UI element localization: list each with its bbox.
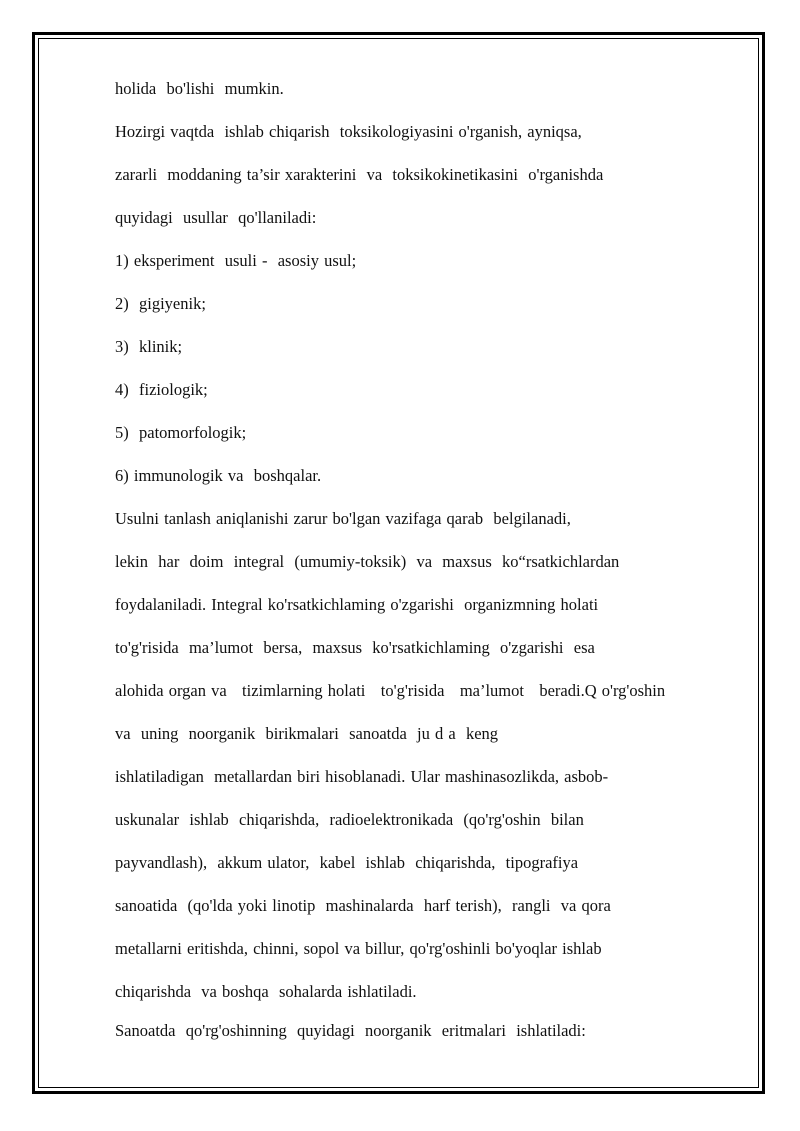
text-line: Sanoatda qo'rg'oshinning quyidagi noorganik eritmalari ishlatiladi: <box>115 1021 586 1040</box>
list-item: 4) fiziologik; <box>115 380 208 399</box>
text-line: sanoatida (qo'lda yoki linotip mashinalarda harf terish), rangli va qora <box>115 896 611 915</box>
text-line: chiqarishda va boshqa sohalarda ishlatiladi. <box>115 982 417 1001</box>
text-line: foydalaniladi. Integral ko'rsatkichlaming o'zgarishi organizmning holati <box>115 595 599 614</box>
document-body <box>115 76 735 1061</box>
text-line: holida bo'lishi mumkin. <box>115 79 284 98</box>
text-line: quyidagi usullar qo'llaniladi: <box>115 208 317 227</box>
list-item: 6) immunologik va boshqalar. <box>115 466 322 485</box>
text-line: ishlatiladigan metallardan biri hisoblanadi. Ular mashinasozlikda, asbob- <box>115 767 609 786</box>
list-item: 1) eksperiment usuli - asosiy usul; <box>115 251 357 270</box>
text-line: va uning noorganik birikmalari sanoatda ju d a keng <box>115 724 499 743</box>
text-line: to'g'risida ma’lumot bersa, maxsus ko'rsatkichlaming o'zgarishi esa <box>115 638 595 657</box>
list-item: 3) klinik; <box>115 337 183 356</box>
text-line: Usulni tanlash aniqlanishi zarur bo'lgan vazifaga qarab belgilanadi, <box>115 509 571 528</box>
text-line: zararli moddaning ta’sir xarakterini va toksikokinetikasini o'rganishda <box>115 165 604 184</box>
text-line: uskunalar ishlab chiqarishda, radioelektronikada (qo'rg'oshin bilan <box>115 810 584 829</box>
text-line: lekin har doim integral (umumiy-toksik) va maxsus ko“rsatkichlardan <box>115 552 620 571</box>
list-item: 2) gigiyenik; <box>115 294 206 313</box>
text-line: metallarni eritishda, chinni, sopol va billur, qo'rg'oshinli bo'yoqlar ishlab <box>115 939 602 958</box>
text-line: alohida organ va tizimlarning holati to'g'risida ma’lumot beradi.Q o'rg'oshin <box>115 681 666 700</box>
text-line: payvandlash), akkum ulator, kabel ishlab chiqarishda, tipografiya <box>115 853 579 872</box>
list-item: 5) patomorfologik; <box>115 423 247 442</box>
text-line: Hozirgi vaqtda ishlab chiqarish toksikologiyasini o'rganish, ayniqsa, <box>115 122 582 141</box>
